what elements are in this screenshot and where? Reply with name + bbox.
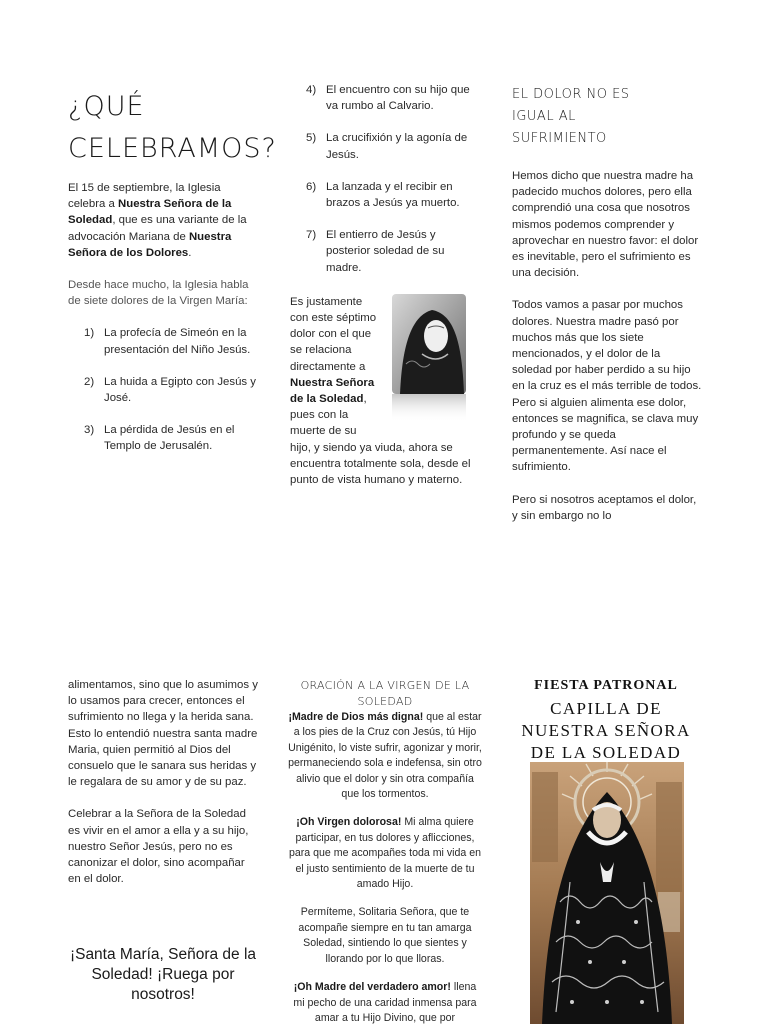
p1-column-2 [290,82,480,488]
list-text: El entierro de Jesús y posterior soledad de su madre. [326,229,445,274]
list-text: El encuentro con su hijo que va rumbo al Calvario. [326,84,470,113]
cover-title-line-1: CAPILLA DE [550,699,662,718]
list-item [68,374,258,406]
col3-paragraph-2: Todos vamos a pasar por muchos dolores. Nuestra madre pasó por muchos más que los siete mencionados, y el dolor de la soledad por haber perdido a su hijo en la cruz es el más terrible de todos. Pero si alguien alimenta ese dolor, entonces se magnifica, se clava muy profundo y se queda permanentemente. Así nace el sufrimiento. [512,299,702,474]
list-text: La profecía de Simeón en la presentación del Niño Jesús. [104,327,251,356]
section-heading-que-celebramos [68,86,277,170]
intro-text-2: , que es una variante de la advocación Mariana de [68,214,247,243]
list-item [68,422,258,454]
p2-column-3-cover [516,676,696,764]
intro-bold-dolores: Nuestra Señora de los Dolores [68,230,232,259]
prayer-heading: ORACIÓN A LA VIRGEN DE LA SOLEDAD [300,679,470,708]
dolores-list-1-3 [68,325,258,454]
prayer-stanza-2 [288,815,482,892]
p2-paragraph-2: Celebrar a la Señora de la Soledad es vivir en el amor a ella y a su hijo, nuestro Señor Jesús, pero no es canonizar el dolor, sino acompañar en el dolor. [68,808,249,886]
seventh-bold-soledad: Nuestra Señora de la Soledad [290,376,375,406]
list-text: La huida a Egipto con Jesús y José. [104,375,256,405]
list-number: 7) [306,229,317,242]
cover-title [516,698,696,764]
fiesta-patronal-kicker: FIESTA PATRONAL [534,678,678,693]
p1-column-3 [512,84,702,524]
list-item [290,130,480,162]
prayer-stanza-1 [288,710,482,802]
list-number: 6) [306,180,317,193]
list-text: La pérdida de Jesús en el Templo de Jerusalén. [104,424,235,453]
list-number: 4) [306,84,317,96]
list-item [290,227,480,276]
seventh-text-2: , pues con la muerte de su [290,393,367,438]
list-item [290,179,480,211]
prayer-stanza-4 [288,980,482,1026]
heading-line-2: CELEBRAMOS? [68,133,277,164]
p2-paragraph-1: alimentamos, sino que lo asumimos y lo usamos para crecer, entonces el sufrimiento no llega y la herida sana. Esto lo entendió nuestra santa madre Maria, quien permitió al Dios del consuelo que le sanara sus heridas y le regalara de su amor y de su paz. [68,679,258,789]
prayer-stanza-3: Permíteme, Solitaria Señora, que te acompañe siempre en tu tan amarga Soledad, sintiendo lo que sientes y llorando por lo que lloras. [298,906,472,965]
virgin-portrait-icon [392,294,466,422]
list-item [68,325,258,357]
intro-text-1: El 15 de septiembre, la Iglesia celebra a [68,182,221,211]
p2-column-2-prayer [288,678,482,1026]
list-number: 2) [84,375,95,388]
col3-paragraph-1: Hemos dicho que nuestra madre ha padecido muchos dolores, pero ella comprendió una cosa que nosotros mismos podemos comprender y aprovechar en nuestro favor: el dolor es inevitable, pero el sufrimiento es una decisión. [512,170,699,280]
virgin-image-small [392,294,466,422]
p1-column-1 [68,86,277,455]
virgin-statue-icon [530,762,684,1024]
dolores-list-4-7 [290,82,480,276]
list-number: 1) [84,327,95,340]
seven-dolores-intro: Desde hace mucho, la Iglesia habla de siete dolores de la Virgen María: [68,279,249,308]
seventh-dolor-paragraph [290,294,382,440]
p2-column-1 [68,677,258,1005]
intro-text-3: . [188,246,192,259]
seventh-text-1: Es justamente con este séptimo dolor con el que se relaciona directamente a [290,295,377,373]
prayer-bold-2: ¡Oh Virgen dolorosa! [296,816,402,829]
cover-title-line-2: NUESTRA SEÑORA [521,721,691,740]
list-item [290,82,480,114]
virgin-image-cover [530,762,684,1024]
prayer-bold-4: ¡Oh Madre del verdadero amor! [293,981,451,994]
col3-paragraph-3: Pero si nosotros aceptamos el dolor, y sin embargo no lo [512,493,697,522]
heading-line-1: ¿QUÉ [68,91,145,122]
seventh-dolor-block [290,294,480,488]
prayer-bold-1: ¡Madre de Dios más digna! [288,711,424,723]
cover-title-line-3: DE LA SOLEDAD [530,743,682,762]
section-heading-dolor-sufrimiento: EL DOLOR NO ES IGUAL AL SUFRIMIENTO [512,87,630,146]
prayer-text-4: llena mi pecho de una caridad inmensa para amar a tu Hijo Divino, que por [293,981,477,1024]
list-number: 3) [84,424,95,437]
list-number: 5) [306,132,317,145]
prayer-text-2: Mi alma quiere participar, en tus dolores y aflicciones, para que me acompañes toda mi vida en el justo sentimiento de la muerte de tu amado Hijo. [289,816,481,891]
intro-bold-soledad: Nuestra Señora de la Soledad [68,198,232,227]
prayer-text-1: que al estar a los pies de la Cruz con Jesús, tú Hijo Unigénito, lo viste sufrir, agonizar y morir, permaneciendo sola e indefensa, sin otro alivio que el dolor y sin otra compañía que los tormentos. [288,711,482,801]
list-text: La lanzada y el recibir en brazos a Jesús ya muerto. [326,180,460,210]
seventh-dolor-continuation: hijo, y siendo ya viuda, ahora se encuentra totalmente sola, desde el punto de vista humano y materno. [290,441,471,487]
intro-paragraph [68,180,258,261]
list-text: La crucifixión y la agonía de Jesús. [326,132,468,161]
closing-prayer: ¡Santa María, Señora de la Soledad! ¡Ruega por nosotros! [69,946,257,1004]
